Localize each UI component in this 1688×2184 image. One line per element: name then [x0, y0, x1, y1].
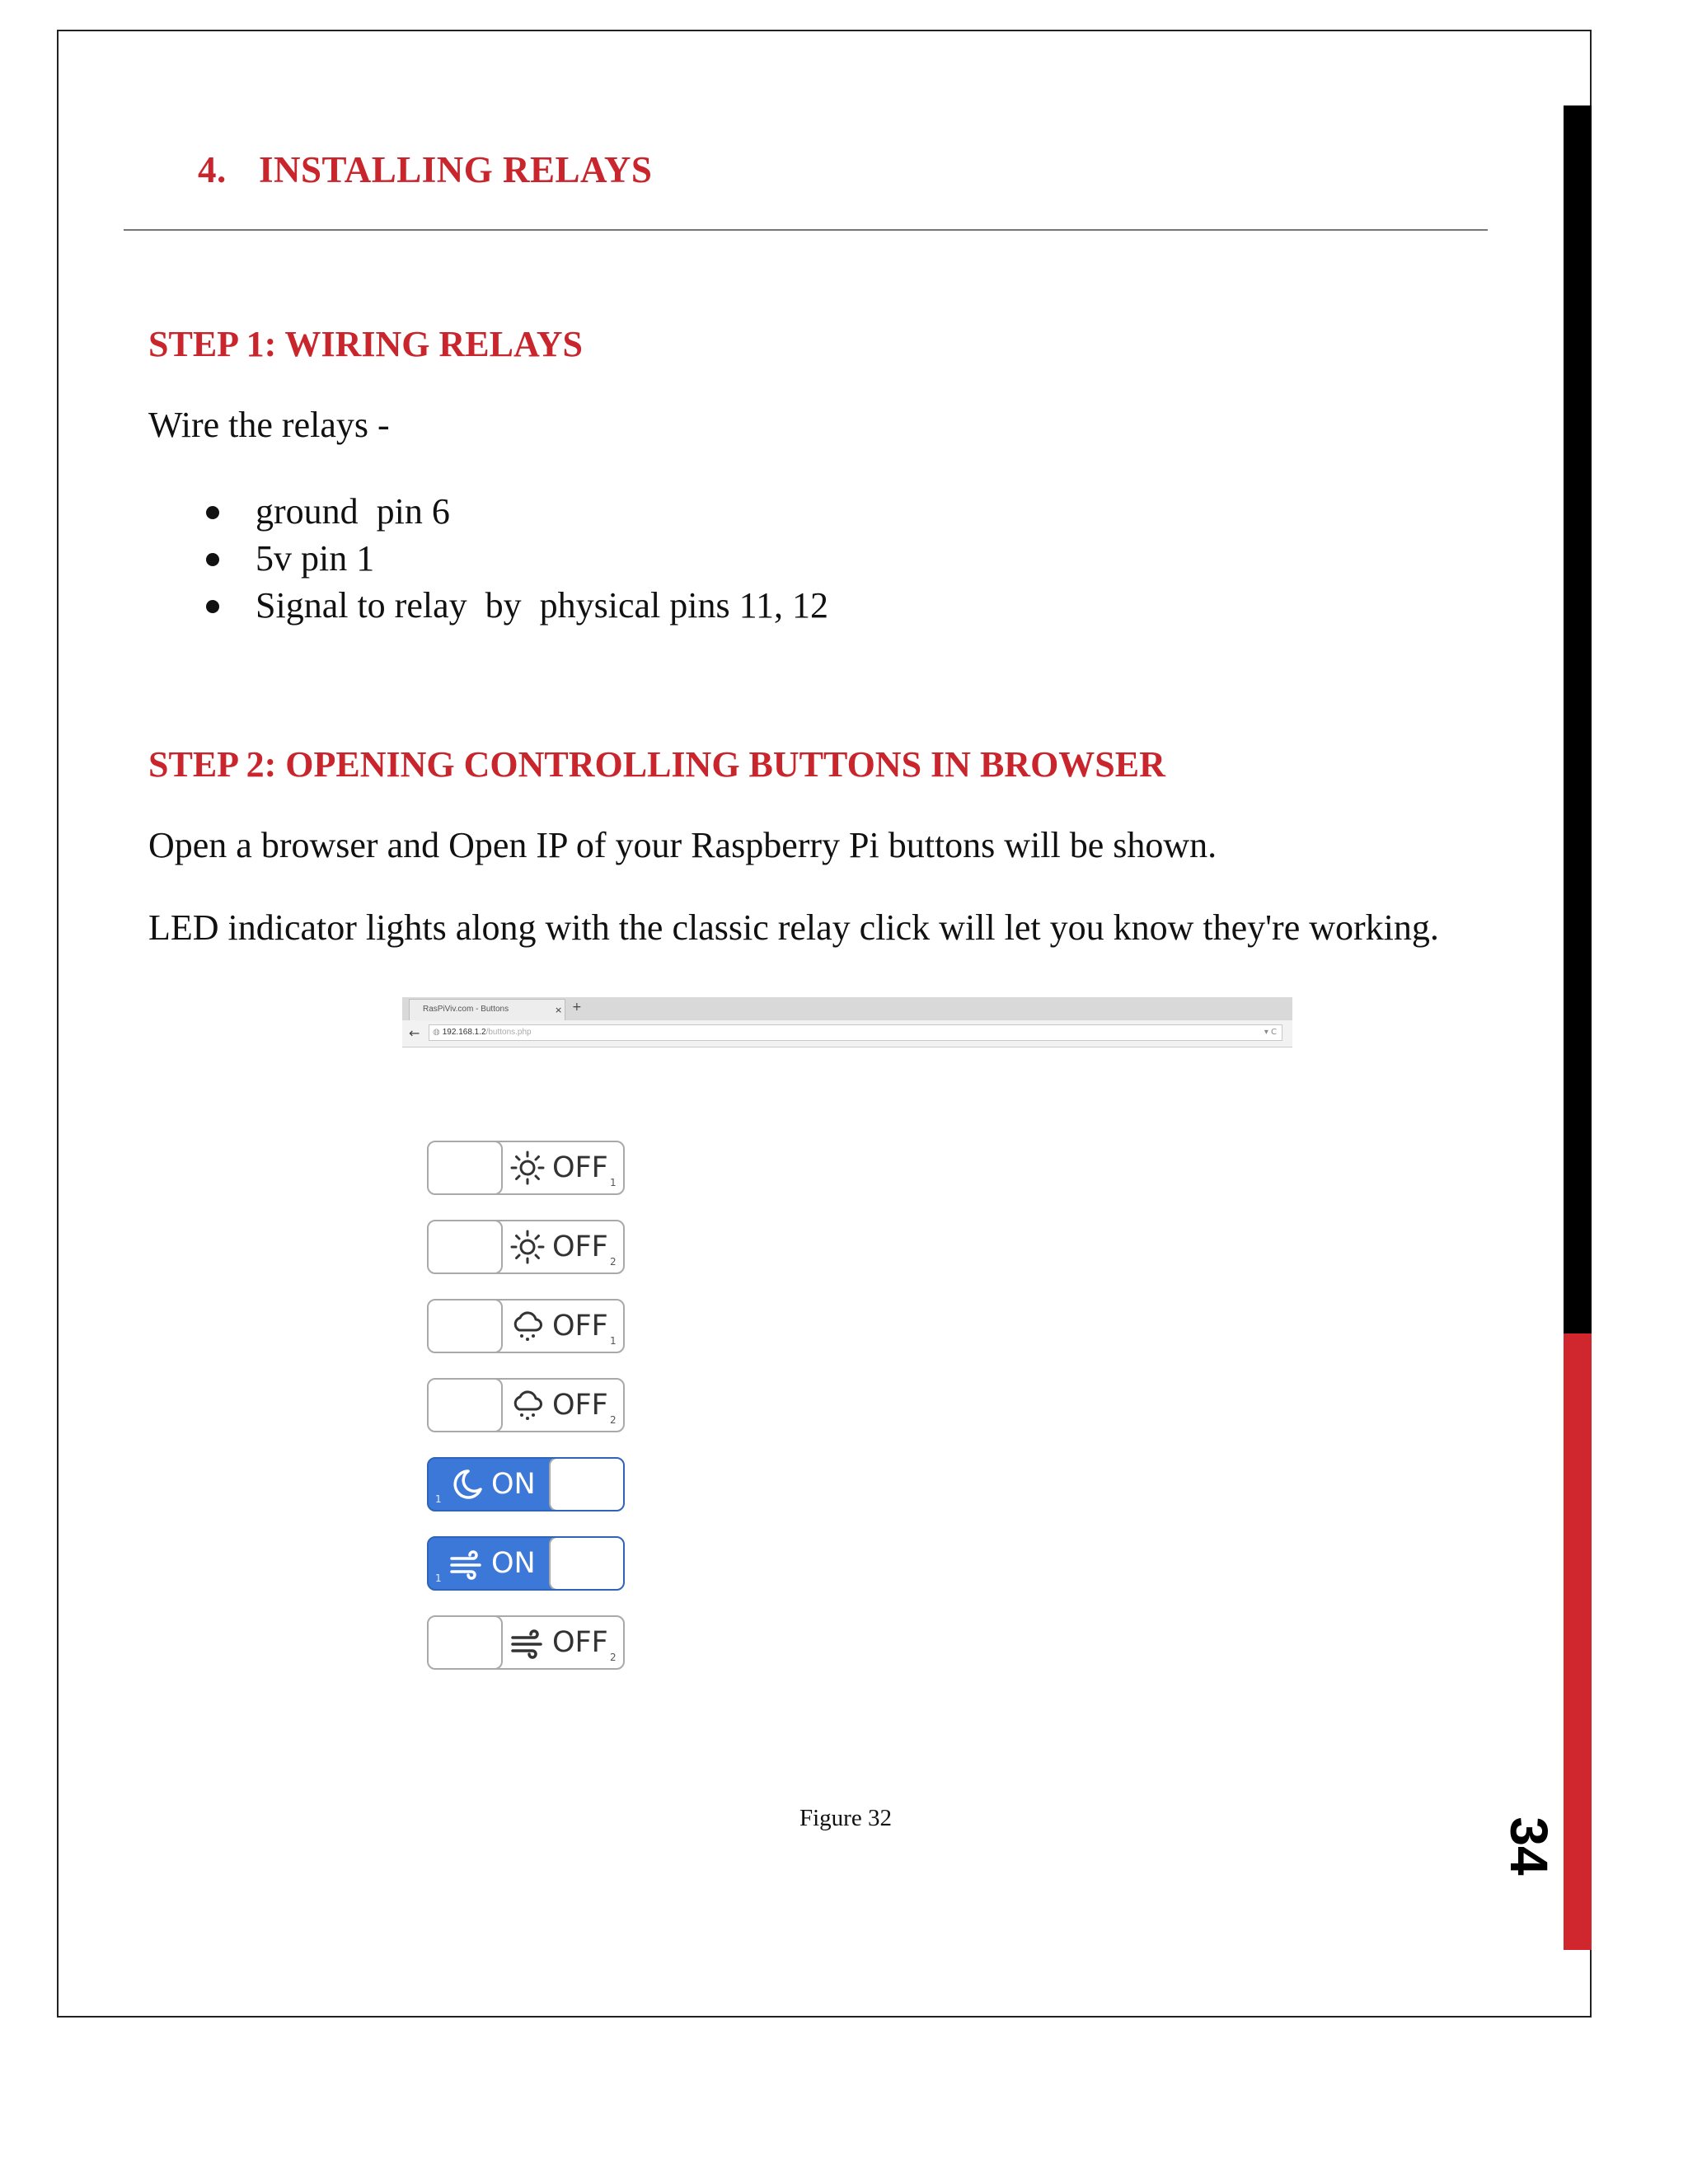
rain-cloud-icon [509, 1387, 546, 1423]
relay-toggle[interactable] [427, 1141, 625, 1195]
bullet-icon [206, 553, 219, 566]
side-bar-red [1564, 1333, 1592, 1950]
bullet-icon [206, 600, 219, 613]
step2-para2: LED indicator lights along with the classic relay click will let you know they're working. [148, 907, 1439, 948]
bullet-icon [206, 506, 219, 519]
toggle-index: 2 [610, 1256, 617, 1268]
browser-tab[interactable] [409, 999, 565, 1020]
list-item: ground pin 6 [198, 488, 828, 535]
chapter-title [198, 148, 652, 191]
browser-tab-bar [402, 997, 1292, 1020]
relay-toggle[interactable] [427, 1299, 625, 1353]
toggle-state: OFF [552, 1151, 608, 1184]
toggle-state: OFF [552, 1389, 608, 1422]
sun-icon [509, 1150, 546, 1186]
wiring-list [198, 488, 828, 629]
toggle-state: ON [491, 1468, 536, 1501]
back-arrow-icon[interactable]: ← [409, 1025, 420, 1041]
step2-para1: Open a browser and Open IP of your Raspberry Pi buttons will be shown. [148, 825, 1217, 865]
step1-heading: STEP 1: WIRING RELAYS [148, 324, 583, 364]
toggle-state: OFF [552, 1626, 608, 1659]
tab-title: RasPiViv.com - Buttons [423, 1005, 509, 1014]
toggle-state: OFF [552, 1230, 608, 1263]
toggle-index: 1 [610, 1177, 617, 1188]
toggle-index: 2 [610, 1414, 617, 1426]
moon-icon [448, 1466, 485, 1502]
address-input[interactable] [429, 1024, 1282, 1041]
toggle-knob[interactable] [549, 1457, 625, 1511]
browser-url-bar [402, 1020, 1292, 1047]
chapter-title-text: INSTALLING RELAYS [259, 149, 653, 190]
toggle-index: 1 [435, 1493, 442, 1505]
page-number: 34 [1499, 1816, 1559, 1876]
new-tab-icon[interactable]: + [572, 1001, 582, 1014]
toggle-knob[interactable] [427, 1141, 503, 1195]
toggle-knob[interactable] [427, 1299, 503, 1353]
figure-caption: Figure 32 [799, 1805, 892, 1831]
toggle-knob[interactable] [427, 1220, 503, 1274]
toggle-state: ON [491, 1547, 536, 1580]
chapter-number: 4. [198, 149, 227, 190]
toggle-knob[interactable] [427, 1378, 503, 1432]
divider [124, 229, 1488, 231]
relay-toggle[interactable] [427, 1220, 625, 1274]
toggle-index: 1 [435, 1572, 442, 1584]
wind-icon [448, 1545, 485, 1582]
toggle-index: 1 [610, 1335, 617, 1347]
url-controls[interactable]: ▾ C [1264, 1028, 1277, 1037]
globe-icon: ◍ [433, 1028, 440, 1037]
list-item: 5v pin 1 [198, 535, 828, 582]
url-path: /buttons.php [485, 1028, 532, 1037]
relay-toggle[interactable] [427, 1615, 625, 1670]
toggle-index: 2 [610, 1652, 617, 1663]
step1-intro: Wire the relays - [148, 405, 390, 445]
sun-icon [509, 1229, 546, 1265]
relay-toggle[interactable] [427, 1378, 625, 1432]
toggle-knob[interactable] [427, 1615, 503, 1670]
step2-heading: STEP 2: OPENING CONTROLLING BUTTONS IN BROWSER [148, 744, 1165, 785]
rain-cloud-icon [509, 1308, 546, 1344]
relay-toggle[interactable] [427, 1536, 625, 1591]
tab-close-icon[interactable]: × [555, 1005, 563, 1015]
list-item: Signal to relay by physical pins 11, 12 [198, 582, 828, 629]
relay-toggle[interactable] [427, 1457, 625, 1511]
wind-icon [509, 1624, 546, 1661]
toggle-state: OFF [552, 1310, 608, 1343]
url-host: 192.168.1.2 [442, 1028, 486, 1037]
side-bar-black [1564, 105, 1592, 1333]
toggle-knob[interactable] [549, 1536, 625, 1591]
browser-screenshot [402, 997, 1292, 1050]
